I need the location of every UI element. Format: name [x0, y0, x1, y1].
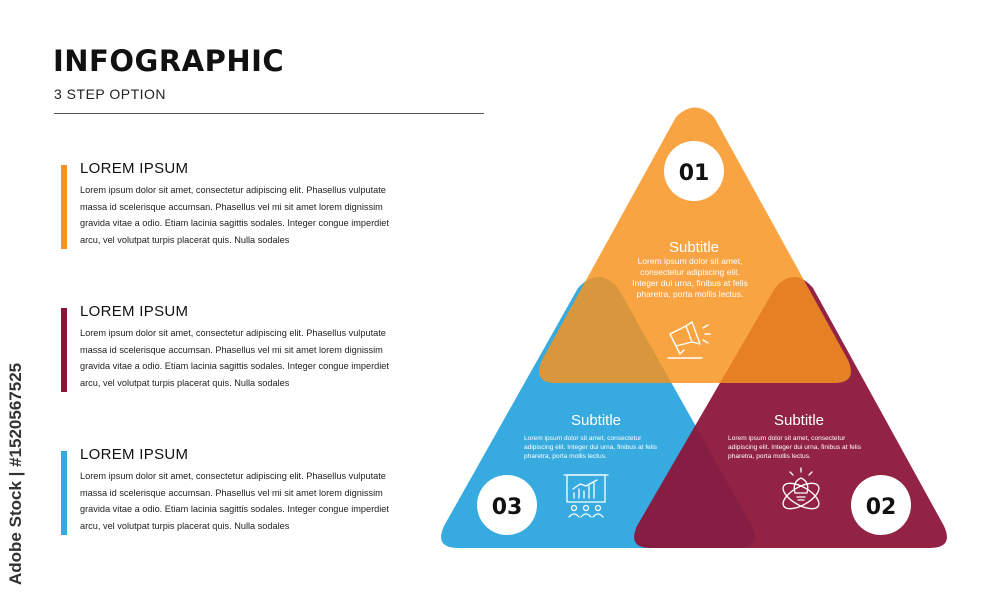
- text-03-line-1: Lorem ipsum dolor sit amet, consectetur: [524, 435, 642, 442]
- number-01: 01: [678, 161, 710, 186]
- stock-watermark: Adobe Stock | #1520567525: [6, 362, 25, 585]
- step-2-heading: LOREM IPSUM: [80, 303, 189, 320]
- text-03-line-2: adipiscing elit. Integer dui urna, finibus at felis: [524, 444, 658, 451]
- step-3-body: Lorem ipsum dolor sit amet, consectetur adipiscing elit. Phasellus vulputate massa id scelerisque accumsan. Phasellus vel mi sit amet lorem dignissim gravida vitae a odio. Etiam lacinia sagittis sodales. Integer congue imperdiet arcu, vel volutpat turpis placerat quis. Nulla sodales: [80, 471, 389, 531]
- subtitle-03: Subtitle: [570, 412, 622, 429]
- number-02: 02: [865, 495, 897, 520]
- step-1-heading: LOREM IPSUM: [80, 160, 189, 177]
- step-3-heading: LOREM IPSUM: [80, 446, 189, 463]
- text-02-line-3: pharetra, porta mollis lectus.: [728, 453, 811, 460]
- page-subtitle: 3 STEP OPTION: [54, 86, 167, 102]
- text-03-line-3: pharetra, porta mollis lectus.: [524, 453, 607, 460]
- page-title: INFOGRAPHIC: [53, 44, 285, 78]
- text-01-line-2: consectetur adipiscing elit.: [640, 267, 740, 277]
- step-2-body: Lorem ipsum dolor sit amet, consectetur adipiscing elit. Phasellus vulputate massa id scelerisque accumsan. Phasellus vel mi sit amet lorem dignissim gravida vitae a odio. Etiam lacinia sagittis sodales. Integer congue imperdiet arcu, vel volutpat turpis placerat quis. Nulla sodales: [80, 328, 389, 388]
- text-02-line-2: adipiscing elit. Integer dui urna, finibus at felis: [728, 444, 862, 451]
- number-03: 03: [491, 495, 523, 520]
- text-01-line-3: Integer dui urna, finibus at felis: [632, 278, 748, 288]
- text-02-line-1: Lorem ipsum dolor sit amet, consectetur: [728, 435, 846, 442]
- step-1-body: Lorem ipsum dolor sit amet, consectetur adipiscing elit. Phasellus vulputate massa id scelerisque accumsan. Phasellus vel mi sit amet lorem dignissim gravida vitae a odio. Etiam lacinia sagittis sodales. Integer congue imperdiet arcu, vel volutpat turpis placerat quis. Nulla sodales: [80, 185, 389, 245]
- text-01-line-4: pharetra, porta mollis lectus.: [636, 289, 744, 299]
- subtitle-01: Subtitle: [668, 239, 720, 256]
- subtitle-02: Subtitle: [773, 412, 825, 429]
- text-01-line-1: Lorem ipsum dolor sit amet,: [637, 256, 743, 266]
